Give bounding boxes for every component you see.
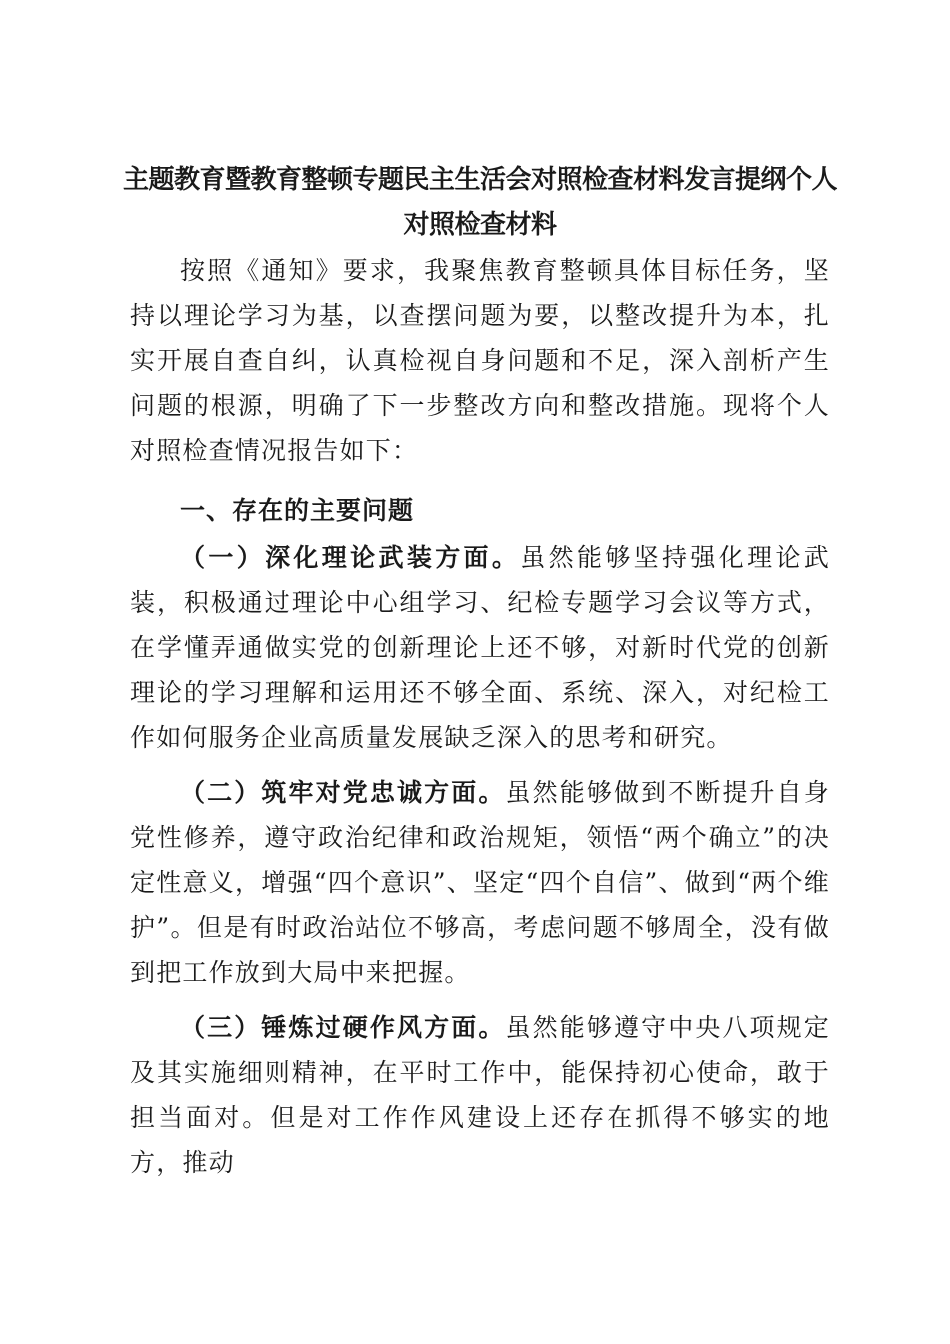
item-paragraph-3 — [130, 1005, 830, 1185]
item-lead-2: （二）筑牢对党忠诚方面。 — [180, 778, 506, 807]
item-paragraph-1 — [130, 535, 830, 760]
item-paragraph-2 — [130, 770, 830, 995]
item-lead-3: （三）锤炼过硬作风方面。 — [180, 1013, 506, 1042]
item-text-3: 虽然能够遵守中央八项规定及其实施细则精神，在平时工作中，能保持初心使命，敢于担当面对。但是对工作作风建设上还存在抓得不够实的地方，推动 — [130, 1013, 831, 1177]
section-heading-problems: 一、存在的主要问题 — [180, 496, 415, 525]
item-lead-1: （一）深化理论武装方面。 — [180, 543, 521, 572]
document-title: 主题教育暨教育整顿专题民主生活会对照检查材料发言提纲个人对照检查材料 — [122, 165, 837, 240]
item-text-1: 虽然能够坚持强化理论武装，积极通过理论中心组学习、纪检专题学习会议等方式，在学懂弄通做实党的创新理论上还不够，对新时代党的创新理论的学习理解和运用还不够全面、系统、深入，对纪检工作如何服务企业高质量发展缺乏深入的思考和研究。 — [130, 543, 831, 752]
item-text-2: 虽然能够做到不断提升自身党性修养，遵守政治纪律和政治规矩，领悟“两个确立”的决定性意义，增强“四个意识”、坚定“四个自信”、做到“两个维护”。但是有时政治站位不够高，考虑问题不够周全，没有做到把工作放到大局中来把握。 — [130, 778, 831, 987]
document-page — [122, 158, 837, 1185]
intro-paragraph: 按照《通知》要求，我聚焦教育整顿具体目标任务，坚持以理论学习为基，以查摆问题为要，以整改提升为本，扎实开展自查自纠，认真检视自身问题和不足，深入剖析产生问题的根源，明确了下一步整改方向和整改措施。现将个人对照检查情况报告如下： — [130, 256, 830, 465]
